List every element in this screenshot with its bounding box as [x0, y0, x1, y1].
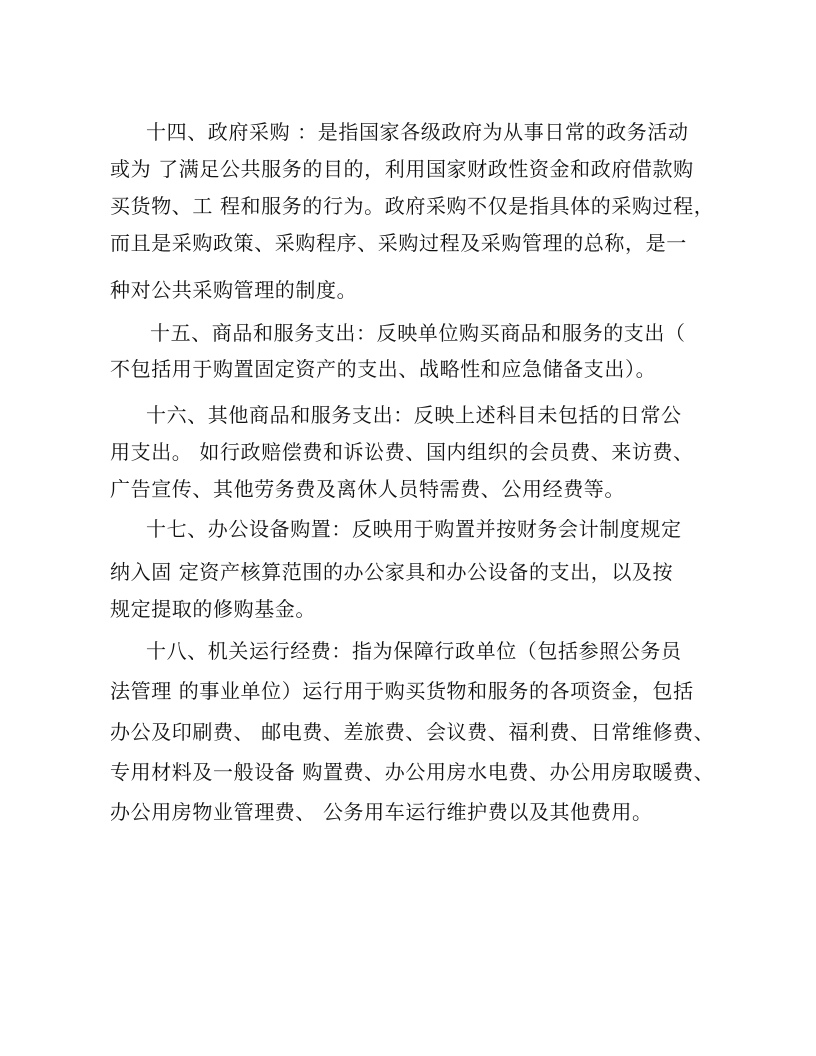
paragraph-line: 十四、政府采购 ：是指国家各级政府为从事日常的政务活动	[146, 120, 689, 144]
paragraph-line: 办公用房物业管理费、 公务用车运行维护费以及其他费用。	[110, 800, 653, 824]
paragraph-line: 十七、办公设备购置：反映用于购置并按财务会计制度规定	[146, 517, 682, 541]
paragraph-line: 而且是采购政策、采购程序、采购过程及采购管理的总称，是一	[110, 231, 687, 255]
paragraph-line: 或为 了满足公共服务的目的，利用国家财政性资金和政府借款购	[110, 157, 694, 181]
paragraph-line: 办公及印刷费、 邮电费、差旅费、会议费、福利费、日常维修费、	[110, 720, 715, 744]
paragraph-line: 十六、其他商品和服务支出：反映上述科目未包括的日常公	[146, 403, 682, 427]
paragraph-line: 不包括用于购置固定资产的支出、战略性和应急储备支出）。	[110, 357, 657, 381]
paragraph-line: 法管理 的事业单位）运行用于购买货物和服务的各项资金，包括	[110, 679, 694, 703]
paragraph-line: 十五、商品和服务支出：反映单位购买商品和服务的支出（	[150, 321, 686, 345]
paragraph-line: 规定提取的修购基金。	[110, 597, 316, 621]
paragraph-line: 用支出。 如行政赔偿费和诉讼费、国内组织的会员费、来访费、	[110, 440, 694, 464]
paragraph-line: 广告宣传、其他劳务费及离休人员特需费、公用经费等。	[110, 477, 625, 501]
paragraph-line: 买货物、工 程和服务的行为。政府采购不仅是指具体的采购过程，	[110, 194, 715, 218]
paragraph-line: 种对公共采购管理的制度。	[110, 278, 358, 302]
paragraph-line: 十八、机关运行经费：指为保障行政单位（包括参照公务员	[146, 639, 682, 663]
paragraph-line: 专用材料及一般设备 购置费、办公用房水电费、办公用房取暖费、	[110, 760, 715, 784]
paragraph-line: 纳入固 定资产核算范围的办公家具和办公设备的支出，以及按	[110, 560, 674, 584]
